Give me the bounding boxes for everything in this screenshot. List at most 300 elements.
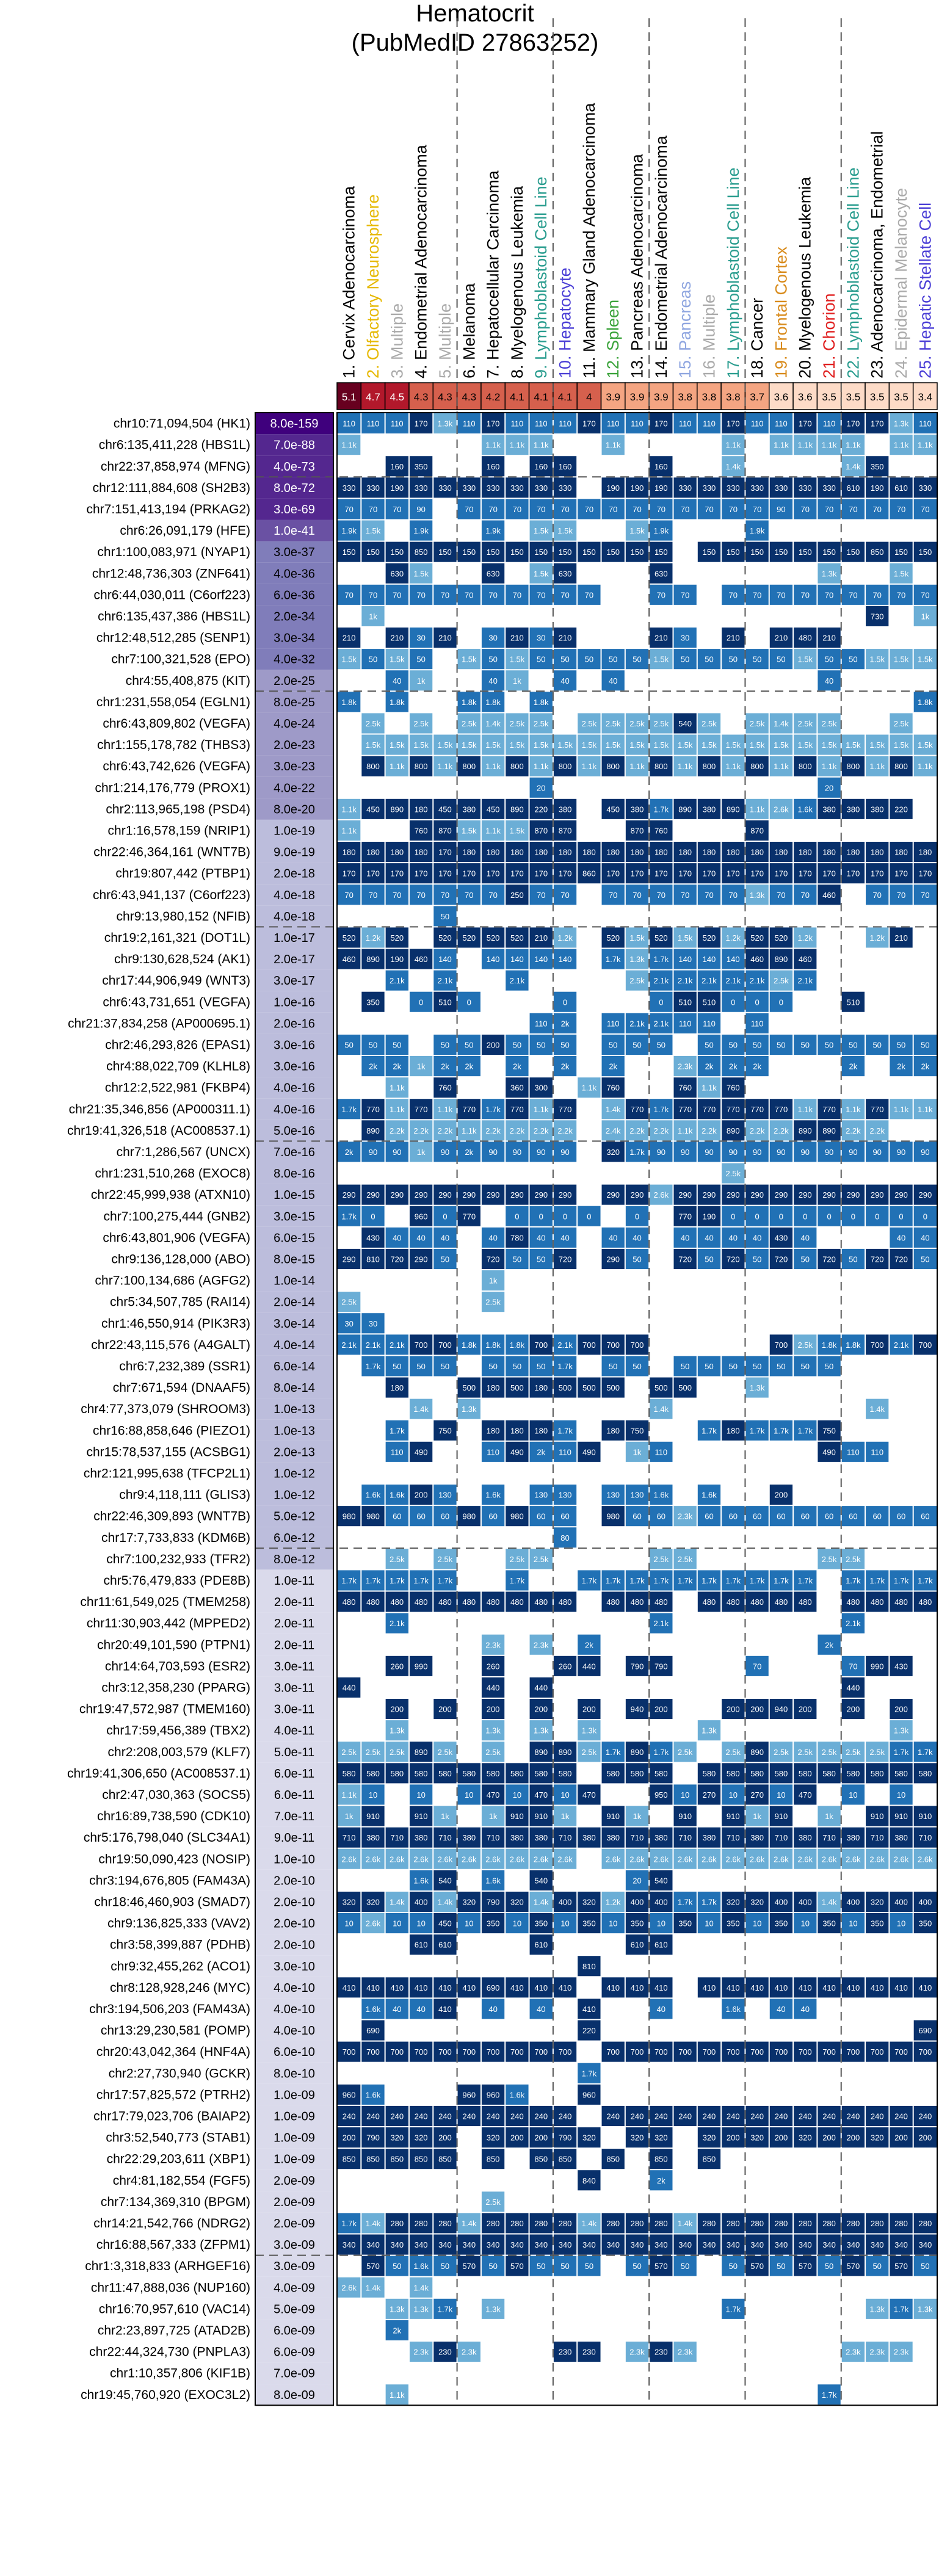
- pvalue-label: 6.0e-15: [274, 1231, 315, 1245]
- heatmap-cell-label: 570: [654, 2262, 668, 2271]
- heatmap-cell-label: 10: [608, 1919, 618, 1928]
- heatmap-cell-label: 1.1k: [509, 440, 525, 450]
- heatmap-cell-label: 2.5k: [509, 1554, 525, 1564]
- row-label: chr22:46,309,893 (WNT7B): [93, 1509, 250, 1524]
- heatmap-cell-label: 70: [344, 890, 354, 900]
- heatmap-cell-label: 0: [538, 1212, 543, 1221]
- heatmap-cell-label: 90: [752, 1147, 762, 1157]
- heatmap-cell-label: 290: [510, 1190, 524, 1200]
- heatmap-cell-label: 150: [558, 548, 572, 557]
- pvalue-label: 5.0e-16: [274, 1124, 315, 1138]
- heatmap-cell-label: 1.3k: [629, 955, 645, 964]
- heatmap-cell-label: 580: [558, 1768, 572, 1778]
- heatmap-cell-label: 720: [774, 1254, 788, 1264]
- heatmap-cell-label: 500: [558, 1383, 572, 1393]
- heatmap-cell-label: 50: [512, 1254, 522, 1264]
- heatmap-cell-label: 240: [918, 2111, 932, 2121]
- heatmap-cell-label: 400: [894, 1897, 908, 1907]
- heatmap-cell-label: 40: [560, 1233, 570, 1243]
- heatmap-cell-label: 1.5k: [461, 740, 477, 750]
- heatmap-cell-label: 320: [342, 1897, 356, 1907]
- heatmap-cell-label: 2k: [705, 1062, 714, 1071]
- heatmap-cell-label: 50: [824, 1361, 834, 1371]
- heatmap-cell-label: 470: [798, 1790, 812, 1800]
- heatmap-cell-label: 110: [534, 1019, 548, 1029]
- heatmap-cell-label: 470: [486, 1790, 500, 1800]
- heatmap-cell-label: 70: [536, 504, 546, 514]
- heatmap-cell-label: 1.5k: [509, 740, 525, 750]
- heatmap-cell-label: 580: [702, 1768, 716, 1778]
- heatmap-cell-label: 180: [798, 847, 812, 857]
- column-label: 15. Pancreas: [676, 281, 695, 378]
- heatmap-cell-label: 790: [630, 1662, 644, 1671]
- heatmap-cell-label: 70: [416, 590, 426, 600]
- heatmap-cell-label: 280: [870, 2218, 884, 2228]
- heatmap-cell-label: 1k: [344, 1812, 354, 1822]
- heatmap-cell-label: 1.5k: [557, 740, 573, 750]
- heatmap-cell-label: 30: [488, 633, 498, 643]
- heatmap-cell-label: 1.5k: [749, 740, 765, 750]
- heatmap-cell-label: 1.5k: [533, 526, 549, 536]
- heatmap-cell-label: 90: [849, 1147, 858, 1157]
- heatmap-cell-label: 90: [896, 1147, 906, 1157]
- pvalue-label: 7.0e-88: [274, 438, 315, 452]
- column-label: 2. Olfactory Neurosphere: [363, 194, 382, 378]
- heatmap-cell-label: 1.7k: [846, 1576, 861, 1585]
- row-label: chr8:128,928,246 (MYC): [110, 1980, 250, 1995]
- heatmap-cell-label: 2.3k: [677, 1511, 693, 1521]
- heatmap-cell-label: 240: [894, 2111, 908, 2121]
- heatmap-cell-label: 180: [390, 1383, 404, 1393]
- heatmap-cell-label: 60: [440, 1511, 450, 1521]
- heatmap-cell-label: 1.4k: [413, 1405, 429, 1414]
- heatmap-cell-label: 2.5k: [846, 1747, 861, 1757]
- heatmap-cell-label: 10: [680, 1790, 690, 1800]
- heatmap-cell-label: 70: [560, 590, 570, 600]
- heatmap-cell-label: 280: [414, 2218, 428, 2228]
- heatmap-cell-label: 350: [870, 461, 884, 471]
- heatmap-cell-label: 50: [656, 1040, 666, 1050]
- heatmap-cell-label: 2.6k: [821, 1854, 837, 1864]
- heatmap-cell-label: 50: [872, 2262, 882, 2271]
- column-label: 20. Myelogenous Leukemia: [796, 176, 814, 378]
- row-label: chr16:70,957,610 (VAC14): [98, 2302, 250, 2317]
- heatmap-cell-label: 890: [366, 955, 380, 964]
- heatmap-cell-label: 500: [462, 1383, 476, 1393]
- heatmap-cell-label: 70: [368, 890, 378, 900]
- row-label: chr2:27,730,940 (GCKR): [108, 2066, 250, 2081]
- heatmap-cell-label: 580: [726, 1768, 740, 1778]
- heatmap-cell-label: 800: [462, 762, 476, 772]
- heatmap-cell-label: 910: [606, 1812, 620, 1822]
- pvalue-label: 5.0e-12: [274, 1510, 315, 1524]
- heatmap-cell-label: 800: [558, 762, 572, 772]
- heatmap-cell-label: 70: [440, 590, 450, 600]
- column-score: 3.4: [918, 391, 933, 403]
- heatmap-cell-label: 40: [393, 676, 402, 686]
- column-label: 21. Chorion: [820, 293, 839, 378]
- heatmap-cell-label: 40: [728, 1233, 738, 1243]
- heatmap-cell-label: 200: [486, 1704, 500, 1714]
- heatmap-cell-label: 280: [390, 2218, 404, 2228]
- heatmap-cell-label: 2.5k: [797, 1747, 813, 1757]
- heatmap-cell-label: 1.5k: [869, 654, 885, 664]
- heatmap-cell-label: 70: [536, 590, 546, 600]
- heatmap-cell-label: 340: [606, 2240, 620, 2250]
- heatmap-cell-label: 730: [870, 612, 884, 621]
- heatmap-cell-label: 2.5k: [390, 1554, 405, 1564]
- heatmap-cell-label: 760: [606, 1083, 620, 1093]
- heatmap-cell-label: 70: [705, 890, 714, 900]
- column-score: 3.6: [797, 391, 813, 403]
- heatmap-cell-label: 0: [827, 1212, 832, 1221]
- pvalue-label: 8.0e-15: [274, 1253, 315, 1267]
- heatmap-cell-label: 70: [800, 504, 810, 514]
- heatmap-cell-label: 1.1k: [821, 762, 837, 772]
- heatmap-cell-label: 110: [631, 419, 644, 429]
- heatmap-cell-label: 140: [486, 955, 500, 964]
- heatmap-cell-label: 960: [582, 2090, 596, 2100]
- heatmap-cell-label: 520: [486, 933, 500, 942]
- row-label: chr11:61,549,025 (TMEM258): [80, 1595, 250, 1610]
- heatmap-cell-label: 0: [515, 1212, 520, 1221]
- heatmap-cell-label: 170: [366, 869, 380, 878]
- heatmap-cell-label: 1.3k: [581, 1726, 597, 1735]
- heatmap-cell-label: 290: [702, 1190, 716, 1200]
- row-label: chr6:7,232,389 (SSR1): [119, 1359, 250, 1373]
- heatmap-cell-label: 40: [633, 1233, 642, 1243]
- heatmap-cell-label: 1.7k: [437, 1576, 453, 1585]
- heatmap-cell-label: 500: [654, 1383, 668, 1393]
- heatmap-cell-label: 30: [416, 633, 426, 643]
- heatmap-cell-label: 1.7k: [821, 2390, 837, 2400]
- heatmap-cell-label: 1.3k: [869, 2304, 885, 2314]
- column-label: 10. Hepatocyte: [556, 267, 575, 378]
- heatmap-cell-label: 1.3k: [702, 1726, 717, 1735]
- heatmap-cell-label: 890: [798, 1126, 812, 1135]
- heatmap-cell-label: 700: [918, 2047, 932, 2057]
- heatmap-cell-label: 170: [606, 869, 620, 878]
- heatmap-cell-label: 1.8k: [821, 1340, 837, 1350]
- column-score: 3.5: [822, 391, 836, 403]
- row-label: chr2:23,897,725 (ATAD2B): [97, 2323, 250, 2338]
- row-label: chr17:7,733,833 (KDM6B): [101, 1530, 250, 1545]
- heatmap-cell-label: 60: [393, 1511, 402, 1521]
- heatmap-cell-label: 240: [678, 2111, 692, 2121]
- pvalue-label: 5.0e-11: [274, 1745, 315, 1759]
- heatmap-cell-label: 170: [486, 419, 500, 429]
- heatmap-cell-label: 170: [774, 869, 788, 878]
- heatmap-cell-label: 320: [702, 2133, 716, 2143]
- heatmap-cell-label: 150: [702, 548, 716, 557]
- heatmap-cell-label: 30: [680, 633, 690, 643]
- heatmap-cell-label: 480: [390, 1597, 404, 1607]
- heatmap-cell-label: 2.5k: [605, 718, 621, 728]
- row-label: chr3:194,506,203 (FAM43A): [89, 2002, 250, 2016]
- heatmap-cell-label: 40: [536, 1233, 546, 1243]
- column-score: 4: [586, 391, 592, 403]
- heatmap-cell-label: 580: [366, 1768, 380, 1778]
- heatmap-cell-label: 280: [750, 2218, 764, 2228]
- heatmap-cell-label: 440: [486, 1683, 500, 1693]
- heatmap-cell-label: 850: [606, 2154, 620, 2164]
- heatmap-cell-label: 1.5k: [846, 740, 861, 750]
- pvalue-label: 4.0e-09: [274, 2281, 315, 2295]
- pvalue-label: 3.0e-09: [274, 2260, 315, 2274]
- heatmap-cell-label: 90: [921, 1147, 930, 1157]
- heatmap-cell-label: 340: [894, 2240, 908, 2250]
- heatmap-cell-label: 1.7k: [702, 1576, 717, 1585]
- heatmap-cell-label: 110: [343, 419, 356, 429]
- heatmap-cell-label: 1.5k: [677, 740, 693, 750]
- heatmap-cell-label: 340: [654, 2240, 668, 2250]
- heatmap-cell-label: 2k: [728, 1062, 738, 1071]
- heatmap-cell-label: 2.5k: [629, 976, 645, 986]
- heatmap-cell-label: 50: [921, 1040, 930, 1050]
- heatmap-cell-label: 1.5k: [365, 740, 381, 750]
- heatmap-cell-label: 400: [846, 1897, 860, 1907]
- heatmap-cell-label: 1k: [488, 1276, 498, 1286]
- heatmap-cell-label: 960: [414, 1212, 428, 1221]
- heatmap-cell-label: 170: [870, 419, 884, 429]
- heatmap-cell-label: 170: [654, 419, 668, 429]
- column-score: 3.7: [750, 391, 764, 403]
- heatmap-cell-label: 1.1k: [725, 440, 741, 450]
- heatmap-cell-label: 1.1k: [869, 762, 885, 772]
- column-score: 4.2: [485, 391, 501, 403]
- heatmap-cell-label: 1.7k: [365, 1576, 381, 1585]
- heatmap-cell-label: 330: [510, 483, 524, 493]
- heatmap-cell-label: 340: [438, 2240, 452, 2250]
- heatmap-cell-label: 290: [414, 1254, 428, 1264]
- heatmap-cell-label: 1.8k: [341, 697, 357, 707]
- heatmap-cell-label: 170: [510, 869, 524, 878]
- heatmap-cell-label: 240: [438, 2111, 452, 2121]
- heatmap-cell-label: 1.1k: [677, 1126, 693, 1135]
- column-label: 23. Adenocarcinoma, Endometrial: [868, 131, 887, 378]
- column-score: 3.8: [702, 391, 717, 403]
- heatmap-cell-label: 1.8k: [485, 1340, 501, 1350]
- heatmap-cell-label: 70: [800, 590, 810, 600]
- heatmap-cell-label: 520: [654, 933, 668, 942]
- row-label: chr11:47,888,036 (NUP160): [90, 2281, 250, 2295]
- heatmap-cell-label: 280: [894, 2218, 908, 2228]
- pvalue-label: 4.0e-36: [274, 567, 315, 581]
- heatmap-cell-label: 150: [534, 548, 548, 557]
- heatmap-cell-label: 0: [899, 1212, 904, 1221]
- heatmap-cell-label: 1k: [416, 1062, 426, 1071]
- heatmap-cell-label: 2.5k: [485, 1747, 501, 1757]
- heatmap-cell-label: 10: [896, 1919, 906, 1928]
- heatmap-cell-label: 50: [536, 1254, 546, 1264]
- heatmap-cell-label: 2.1k: [797, 976, 813, 986]
- heatmap-cell-label: 770: [774, 1104, 788, 1114]
- heatmap-cell-label: 170: [414, 869, 428, 878]
- heatmap-cell-label: 1.1k: [918, 762, 933, 772]
- pvalue-label: 4.0e-32: [274, 653, 315, 667]
- heatmap-cell-label: 70: [344, 504, 354, 514]
- heatmap-cell-label: 290: [390, 1190, 404, 1200]
- heatmap-cell-label: 170: [798, 419, 812, 429]
- heatmap-cell-label: 350: [726, 1919, 740, 1928]
- heatmap-cell-label: 50: [921, 2262, 930, 2271]
- heatmap-cell-label: 50: [584, 654, 594, 664]
- heatmap-cell-label: 2.5k: [774, 976, 789, 986]
- heatmap-cell-label: 770: [462, 1104, 476, 1114]
- heatmap-cell-label: 1.3k: [893, 419, 909, 429]
- heatmap-cell-label: 2.6k: [918, 1854, 933, 1864]
- heatmap-cell-label: 50: [705, 1254, 714, 1264]
- pvalue-label: 2.0e-18: [274, 867, 315, 881]
- heatmap-cell-label: 110: [390, 419, 404, 429]
- row-label: chr6:43,801,906 (VEGFA): [103, 1231, 250, 1245]
- heatmap-cell-label: 50: [633, 1254, 642, 1264]
- heatmap-cell-label: 60: [921, 1511, 930, 1521]
- heatmap-cell-label: 980: [606, 1511, 620, 1521]
- heatmap-cell-label: 180: [846, 847, 860, 857]
- heatmap-cell-label: 350: [414, 461, 428, 471]
- row-label: chr1:100,083,971 (NYAP1): [97, 545, 250, 560]
- heatmap-cell-label: 700: [414, 1340, 428, 1350]
- heatmap-cell-label: 180: [630, 847, 644, 857]
- heatmap-cell-label: 2.1k: [629, 1019, 645, 1029]
- heatmap-cell-label: 490: [510, 1447, 524, 1457]
- heatmap-cell-label: 200: [534, 1704, 548, 1714]
- heatmap-cell-label: 890: [390, 805, 404, 814]
- heatmap-cell-label: 2.6k: [557, 1854, 573, 1864]
- heatmap-cell-label: 180: [726, 847, 740, 857]
- heatmap-cell-label: 380: [366, 1833, 380, 1843]
- heatmap-cell-label: 1.8k: [390, 697, 405, 707]
- heatmap-cell-label: 410: [894, 1983, 908, 1992]
- heatmap-cell-label: 50: [824, 654, 834, 664]
- heatmap-cell-label: 110: [678, 1019, 692, 1029]
- heatmap-cell-label: 2.3k: [893, 2347, 909, 2357]
- heatmap-cell-label: 2.5k: [533, 718, 549, 728]
- heatmap-cell-label: 2.5k: [533, 1554, 549, 1564]
- heatmap-cell-label: 480: [486, 1597, 500, 1607]
- heatmap-cell-label: 110: [703, 1019, 716, 1029]
- heatmap-cell-label: 180: [414, 805, 428, 814]
- heatmap-cell-label: 30: [344, 1319, 354, 1328]
- heatmap-cell-label: 1.1k: [341, 805, 357, 814]
- heatmap-cell-label: 580: [750, 1768, 764, 1778]
- heatmap-cell-label: 280: [534, 2218, 548, 2228]
- pvalue-label: 4.0e-16: [274, 1081, 315, 1095]
- heatmap-cell-label: 410: [606, 1983, 620, 1992]
- heatmap-cell-label: 60: [560, 1511, 570, 1521]
- heatmap-cell-label: 50: [368, 654, 378, 664]
- heatmap-cell-label: 50: [728, 1361, 738, 1371]
- heatmap-cell-label: 140: [510, 955, 524, 964]
- heatmap-cell-label: 480: [342, 1597, 356, 1607]
- heatmap-cell-label: 50: [440, 911, 450, 921]
- heatmap-cell-label: 1.6k: [653, 1490, 669, 1500]
- heatmap-cell-label: 570: [366, 2262, 380, 2271]
- row-label: chr2:47,030,363 (SOCS5): [102, 1787, 250, 1802]
- row-label: chr7:671,594 (DNAAF5): [112, 1381, 250, 1395]
- heatmap-cell-label: 1.2k: [725, 933, 741, 942]
- heatmap-cell-label: 870: [558, 826, 572, 836]
- heatmap-cell-label: 1.5k: [557, 526, 573, 536]
- heatmap-cell-label: 480: [654, 1597, 668, 1607]
- heatmap-cell-label: 1.1k: [390, 1104, 405, 1114]
- heatmap-cell-label: 2.5k: [749, 718, 765, 728]
- heatmap-cell-label: 580: [438, 1768, 452, 1778]
- heatmap-cell-label: 1.7k: [605, 1747, 621, 1757]
- heatmap-cell-label: 200: [438, 2133, 452, 2143]
- pvalue-label: 6.0e-12: [274, 1531, 315, 1545]
- heatmap-cell-label: 200: [534, 2133, 548, 2143]
- heatmap-cell-label: 580: [918, 1768, 932, 1778]
- heatmap-cell-label: 520: [750, 933, 764, 942]
- heatmap-cell-label: 380: [534, 1833, 548, 1843]
- heatmap-cell-label: 510: [438, 997, 452, 1007]
- heatmap-cell-label: 90: [440, 1147, 450, 1157]
- heatmap-cell-label: 1.1k: [774, 440, 789, 450]
- pvalue-label: 4.0e-73: [274, 460, 315, 474]
- heatmap-cell-label: 2.2k: [653, 1126, 669, 1135]
- heatmap-cell-label: 150: [486, 548, 500, 557]
- heatmap-cell-label: 90: [680, 1147, 690, 1157]
- heatmap-cell-label: 610: [894, 483, 908, 493]
- heatmap-cell-label: 2.3k: [413, 2347, 429, 2357]
- heatmap-cell-label: 2.6k: [653, 1190, 669, 1200]
- heatmap-cell-label: 240: [342, 2111, 356, 2121]
- heatmap-cell-label: 0: [778, 1212, 784, 1221]
- heatmap-cell-label: 710: [438, 1833, 452, 1843]
- heatmap-cell-label: 1.6k: [390, 1490, 405, 1500]
- heatmap-cell-label: 2k: [537, 1447, 546, 1457]
- heatmap-cell-label: 110: [918, 419, 932, 429]
- pvalue-label: 4.0e-11: [274, 1724, 315, 1738]
- heatmap-cell-label: 2.3k: [846, 2347, 861, 2357]
- heatmap-cell-label: 890: [630, 1747, 644, 1757]
- heatmap-cell-label: 200: [750, 1704, 764, 1714]
- heatmap-cell-label: 1.7k: [557, 1361, 573, 1371]
- heatmap-cell-label: 580: [534, 1768, 548, 1778]
- heatmap-cell-label: 1.5k: [461, 654, 477, 664]
- heatmap-cell-label: 10: [777, 1790, 786, 1800]
- heatmap-cell-label: 170: [846, 869, 860, 878]
- heatmap-cell-label: 50: [849, 654, 858, 664]
- heatmap-cell-label: 480: [510, 1597, 524, 1607]
- column-label: 18. Cancer: [748, 297, 767, 378]
- heatmap-cell-label: 50: [872, 1040, 882, 1050]
- heatmap-cell-label: 850: [702, 2154, 716, 2164]
- heatmap-cell-label: 700: [774, 1340, 788, 1350]
- heatmap-cell-label: 170: [678, 869, 692, 878]
- heatmap-cell-label: 1.4k: [533, 1897, 549, 1907]
- heatmap-cell-label: 290: [726, 1190, 740, 1200]
- column-score: 5.1: [341, 391, 357, 403]
- heatmap-cell-label: 2.6k: [341, 2283, 357, 2293]
- heatmap-cell-label: 10: [416, 1919, 426, 1928]
- row-label: chr19:50,090,423 (NOSIP): [98, 1852, 250, 1867]
- heatmap-cell-label: 2k: [560, 1019, 570, 1029]
- heatmap-cell-label: 290: [462, 1190, 476, 1200]
- heatmap-cell-label: 90: [728, 1147, 738, 1157]
- heatmap-cell-label: 200: [894, 1704, 908, 1714]
- heatmap-cell-label: 0: [875, 1212, 880, 1221]
- heatmap-cell-label: 470: [582, 1790, 596, 1800]
- heatmap-cell-label: 190: [870, 483, 884, 493]
- heatmap-cell-label: 770: [678, 1104, 692, 1114]
- heatmap-cell-label: 340: [510, 2240, 524, 2250]
- row-label: chr21:35,346,856 (AP000311.1): [68, 1102, 250, 1116]
- pvalue-label: 3.0e-16: [274, 1060, 315, 1074]
- pvalue-label: 1.0e-17: [274, 931, 315, 945]
